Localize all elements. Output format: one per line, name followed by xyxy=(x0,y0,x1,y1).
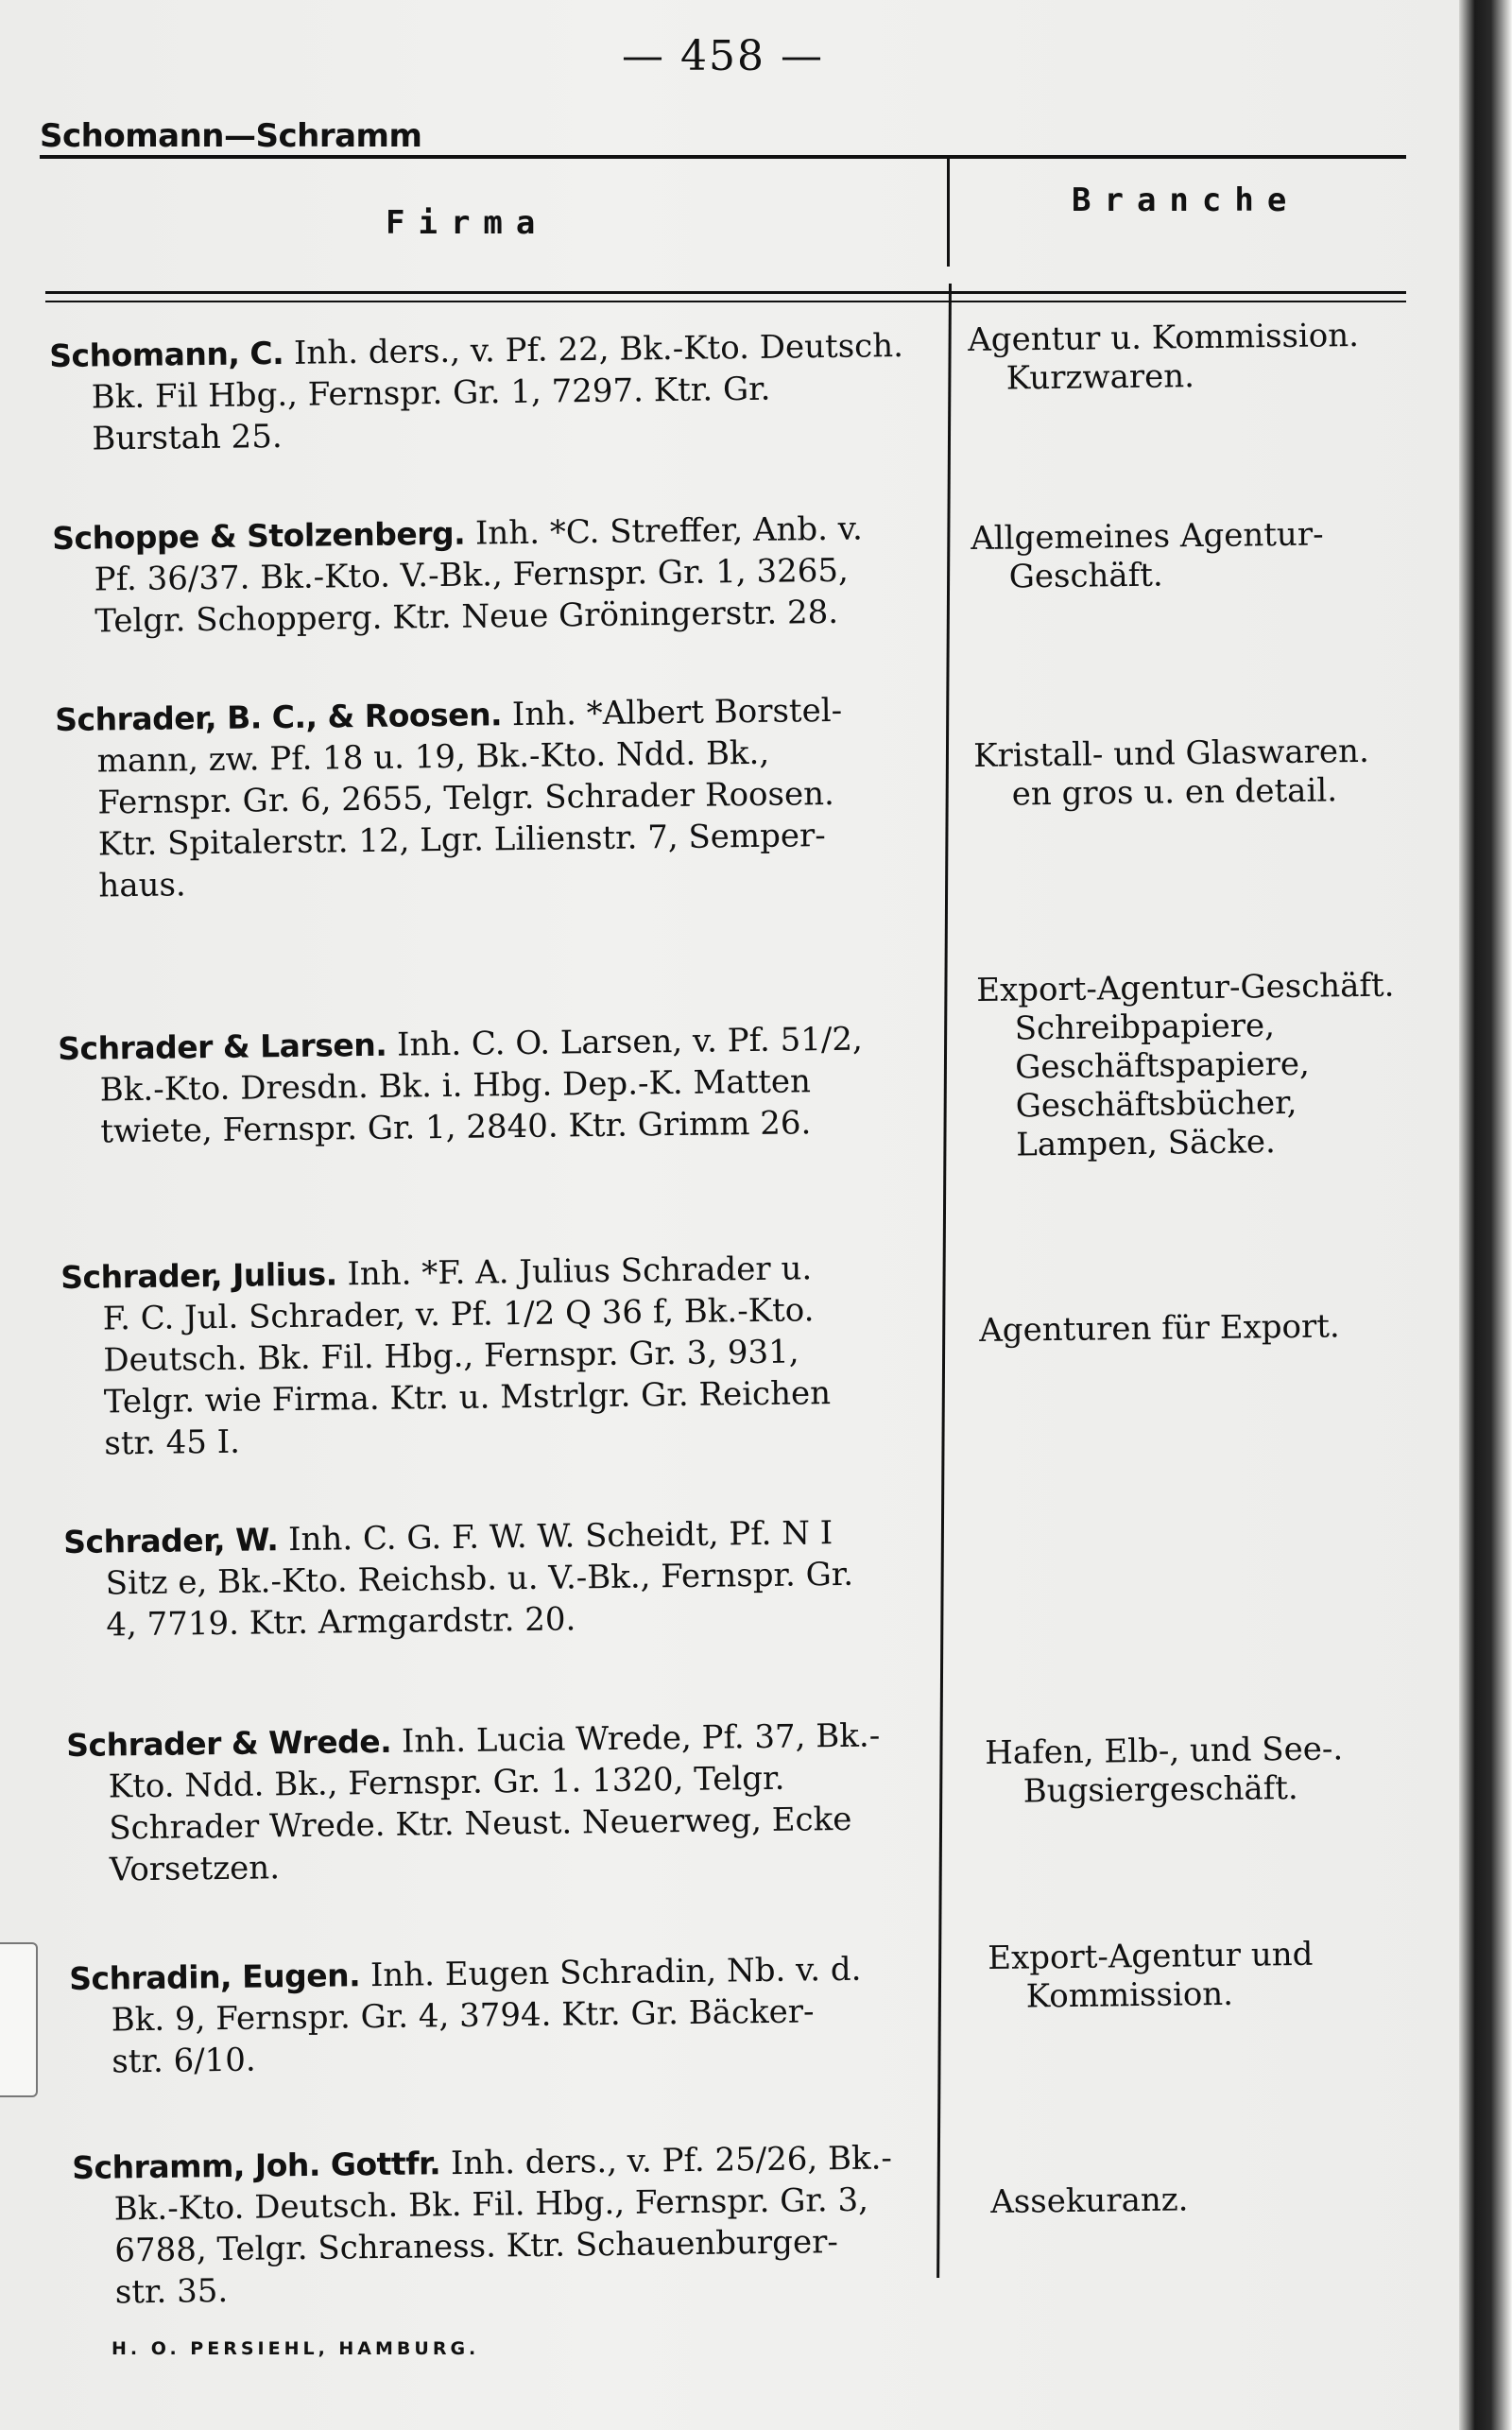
firm-name: Schrader, W. xyxy=(63,1521,279,1560)
firm-details: Bk.-Kto. Dresdn. Bk. i. Hbg. Dep.-K. Matten xyxy=(99,1062,812,1110)
branche-line: Assekuranz. xyxy=(990,2180,1189,2221)
firm-entry xyxy=(49,324,958,460)
firm-details: str. 45 I. xyxy=(104,1422,241,1463)
firm-details: Inh. *C. Streffer, Anb. v. xyxy=(474,509,863,553)
header-column-divider xyxy=(947,155,950,267)
branche-entry xyxy=(988,1934,1480,2017)
branche-entry xyxy=(973,732,1466,815)
branche-line: Kristall- und Glaswaren. xyxy=(973,732,1369,775)
firm-entry xyxy=(66,1714,975,1891)
branche-line: Allgemeines Agentur- xyxy=(971,515,1324,558)
firm-entry xyxy=(60,1246,971,1465)
branche-line: Bugsiergeschäft. xyxy=(1022,1768,1298,1811)
printer-imprint: H. O. PERSIEHL, HAMBURG. xyxy=(112,2338,480,2359)
branche-entry xyxy=(985,1729,1477,1812)
branche-entry xyxy=(979,1306,1470,1351)
header-rule-top xyxy=(40,155,1406,159)
index-tab xyxy=(0,1942,38,2097)
branche-line: Agenturen für Export. xyxy=(979,1307,1340,1350)
firm-details: Inh. *F. A. Julius Schrader u. xyxy=(347,1249,813,1294)
firm-details: Pf. 36/37. Bk.-Kto. V.-Bk., Fernspr. Gr. 1, 3265, xyxy=(94,551,850,599)
firm-details: Kto. Ndd. Bk., Fernspr. Gr. 1. 1320, Telgr. xyxy=(108,1759,785,1806)
branche-line: Lampen, Säcke. xyxy=(1016,1123,1277,1164)
firm-details: Sitz e, Bk.-Kto. Reichsb. u. V.-Bk., Fernspr. Gr. xyxy=(105,1555,854,1603)
firm-name: Schradin, Eugen. xyxy=(69,1956,361,1997)
firm-name: Schrader & Larsen. xyxy=(58,1025,387,1067)
branche-entry xyxy=(976,966,1469,1165)
firm-entry xyxy=(58,1017,967,1153)
firm-details: Inh. ders., v. Pf. 22, Bk.-Kto. Deutsch. xyxy=(293,326,904,372)
firm-details: mann, zw. Pf. 18 u. 19, Bk.-Kto. Ndd. Bk., xyxy=(96,733,770,781)
firm-details: haus. xyxy=(98,866,186,905)
firm-details: twiete, Fernspr. Gr. 1, 2840. Ktr. Grimm 26. xyxy=(100,1104,812,1151)
firm-details: Deutsch. Bk. Fil. Hbg., Fernspr. Gr. 3, 931, xyxy=(103,1333,799,1380)
firm-details: Inh. C. O. Larsen, v. Pf. 51/2, xyxy=(396,1020,864,1064)
branche-entry xyxy=(968,316,1460,399)
branche-line: Schreibpapiere, xyxy=(1014,1007,1276,1048)
firm-name: Schomann, C. xyxy=(49,334,284,374)
firm-details: Ktr. Spitalerstr. 12, Lgr. Lilienstr. 7, Semper- xyxy=(97,817,826,864)
firm-details: Vorsetzen. xyxy=(109,1849,281,1889)
firm-details: Telgr. Schopperg. Ktr. Neue Gröningerstr. 28. xyxy=(94,593,839,641)
branche-line: Geschäftsbücher, xyxy=(1015,1083,1297,1126)
firm-details: Fernspr. Gr. 6, 2655, Telgr. Schrader Roosen. xyxy=(97,774,835,822)
firm-details: Bk. 9, Fernspr. Gr. 4, 3794. Ktr. Gr. Bäcker- xyxy=(111,1992,815,2040)
firm-entry xyxy=(72,2136,981,2314)
firm-details: Schrader Wrede. Ktr. Neust. Neuerweg, Ecke xyxy=(109,1800,852,1848)
branche-line: Geschäft. xyxy=(1008,556,1163,596)
firm-entry xyxy=(63,1510,972,1646)
section-heading: Schomann—Schramm xyxy=(40,117,422,155)
header-rule-bottom-2 xyxy=(45,301,1406,302)
firm-name: Schrader, B. C., & Roosen. xyxy=(55,696,503,738)
column-heading-firma: Firma xyxy=(386,204,549,242)
firm-details: Inh. Eugen Schradin, Nb. v. d. xyxy=(369,1950,862,1995)
firm-details: Inh. C. G. F. W. W. Scheidt, Pf. N I xyxy=(287,1514,833,1560)
branche-line: Geschäftspapiere, xyxy=(1014,1044,1311,1087)
firm-name: Schrader & Wrede. xyxy=(66,1722,392,1764)
firm-entry xyxy=(69,1947,978,2083)
firm-name: Schrader, Julius. xyxy=(60,1255,337,1296)
firm-details: str. 35. xyxy=(114,2271,229,2312)
firm-details: Inh. Lucia Wrede, Pf. 37, Bk.- xyxy=(401,1716,881,1761)
firm-entry xyxy=(52,507,961,643)
firm-details: Burstah 25. xyxy=(92,417,283,458)
firm-details: Inh. *Albert Borstel- xyxy=(511,691,843,734)
branche-line: Agentur u. Kommission. xyxy=(968,316,1360,359)
firm-details: str. 6/10. xyxy=(112,2041,256,2081)
branche-line: Export-Agentur-Geschäft. xyxy=(976,966,1395,1009)
firm-name: Schramm, Joh. Gottfr. xyxy=(72,2145,441,2186)
firm-details: Telgr. wie Firma. Ktr. u. Mstrlgr. Gr. Reichen xyxy=(103,1374,832,1422)
branche-entry xyxy=(971,514,1463,597)
branche-line: Kommission. xyxy=(1025,1974,1234,2016)
firm-details: Bk. Fil Hbg., Fernspr. Gr. 1, 7297. Ktr. Gr. xyxy=(91,370,771,417)
page-number: — 458 — xyxy=(622,32,824,80)
header-rule-bottom-1 xyxy=(45,291,1406,294)
firm-entry xyxy=(55,688,965,907)
branche-line: Kurzwaren. xyxy=(1005,357,1195,398)
firm-details: F. C. Jul. Schrader, v. Pf. 1/2 Q 36 f, Bk.-Kto. xyxy=(102,1291,815,1338)
branche-line: Export-Agentur und xyxy=(988,1935,1314,1977)
firm-details: Inh. ders., v. Pf. 25/26, Bk.- xyxy=(450,2139,893,2183)
firm-details: 6788, Telgr. Schraness. Ktr. Schauenburger- xyxy=(114,2223,839,2270)
branche-entry xyxy=(990,2178,1482,2222)
branche-line: Hafen, Elb-, und See-. xyxy=(985,1730,1344,1772)
firm-details: 4, 7719. Ktr. Armgardstr. 20. xyxy=(106,1600,576,1645)
column-heading-branche: Branche xyxy=(1072,181,1300,219)
branche-line: en gros u. en detail. xyxy=(1011,771,1338,814)
firm-details: Bk.-Kto. Deutsch. Bk. Fil. Hbg., Fernspr. Gr. 3, xyxy=(113,2180,869,2229)
firm-name: Schoppe & Stolzenberg. xyxy=(52,514,466,557)
page-edge-shadow xyxy=(1459,0,1512,2430)
